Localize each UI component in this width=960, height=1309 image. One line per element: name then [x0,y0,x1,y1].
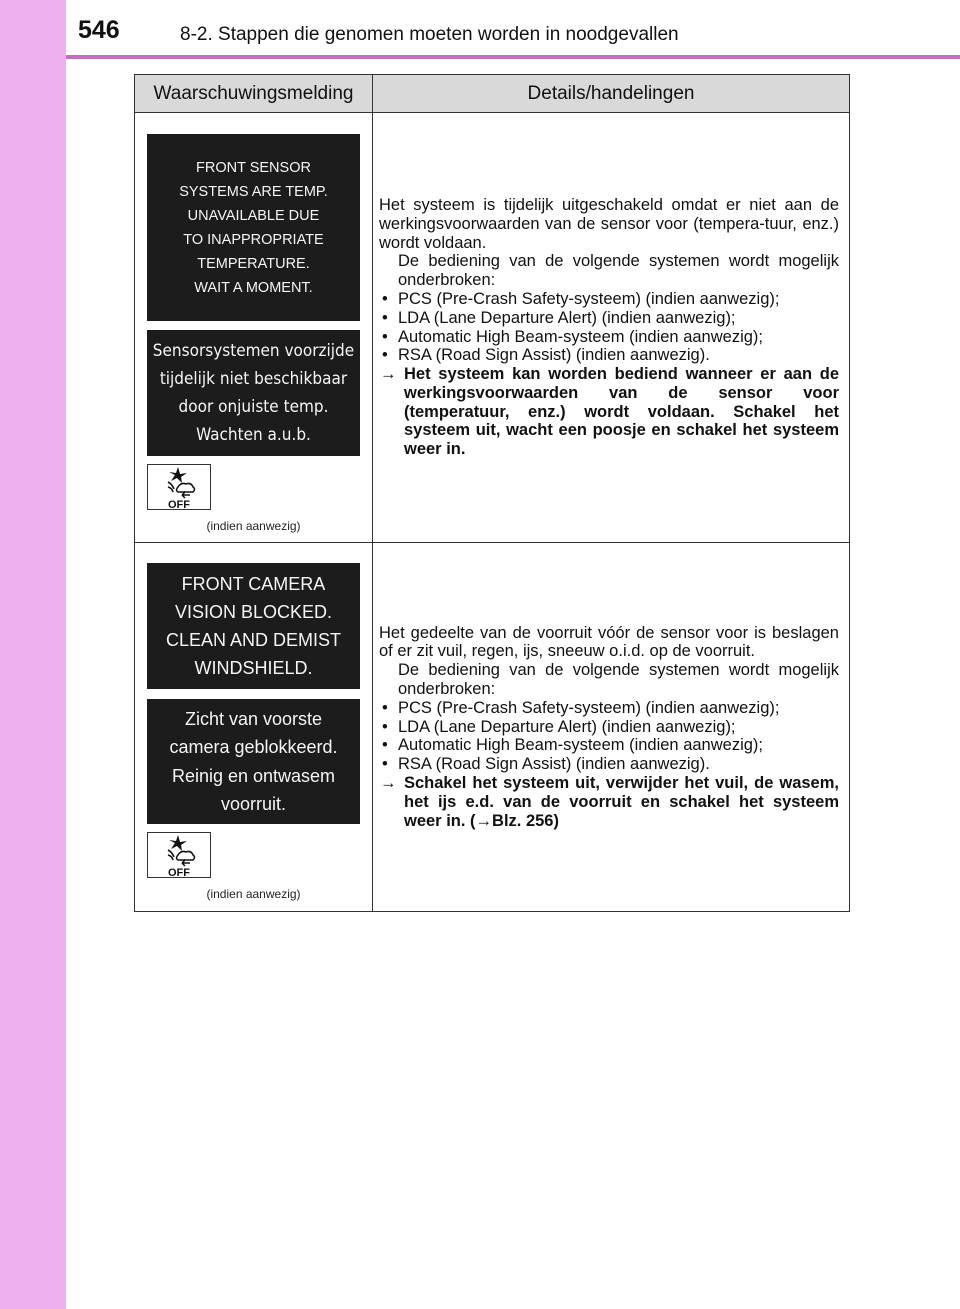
action-instruction: → Het systeem kan worden bediend wanneer er aan de werkingsvoorwaarden van de sensor voor (temperatuur, enz.) wordt voldaan. Schakel het systeem uit, wacht een poosje en schakel het systeem weer in. [380,365,839,459]
pre-collision-off-icon [147,464,211,510]
affected-systems-list [379,699,839,774]
svg-text:OFF: OFF [168,499,190,509]
details-intro: Het systeem is tijdelijk uitgeschakeld omdat er niet aan de werkingsvoorwaarden van de sensor voor (tempera-tuur, enz.) wordt voldaan. [379,195,839,252]
warning-message-nl: Sensorsystemen voorzijde tijdelijk niet beschikbaar door onjuiste temp. Wachten a.u.b. [147,330,360,456]
details-sub-intro: De bediening van de volgende systemen wordt mogelijk onderbroken: [398,252,839,290]
page-reference: Blz. 256) [492,811,559,830]
list-item: • RSA (Road Sign Assist) (indien aanwezig). [382,755,710,774]
details-sub-intro: De bediening van de volgende systemen wordt mogelijk onderbroken: [398,661,839,698]
list-item: • PCS (Pre-Crash Safety-systeem) (indien aanwezig); [382,289,780,308]
arrow-icon: → [380,365,397,384]
col-header-warning: Waarschuwingsmelding [135,75,373,113]
section-title: 8-2. Stappen die genomen moeten worden in noodgevallen [180,24,679,45]
page-ref-arrow-icon: → [475,811,493,830]
warning-cell [135,543,373,912]
list-item: • LDA (Lane Departure Alert) (indien aanwezig); [382,717,736,736]
action-instruction: → Schakel het systeem uit, verwijder het vuil, de wasem, het ijs e.d. van de voorruit en schakel het systeem weer in. (→Blz. 256) [380,773,839,830]
details-intro: Het gedeelte van de voorruit vóór de sensor voor is beslagen of er zit vuil, regen, ijs, sneeuw o.i.d. op de voorruit. [379,623,839,661]
availability-note: (indien aanwezig) [206,887,301,901]
table-row [135,113,850,543]
col-header-details: Details/handelingen [373,75,850,113]
svg-text:OFF: OFF [168,867,190,877]
header-rule [66,55,960,59]
list-item: • Automatic High Beam-systeem (indien aanwezig); [382,736,763,755]
availability-note: (indien aanwezig) [206,519,301,533]
warning-message-en: FRONT SENSOR SYSTEMS ARE TEMP. UNAVAILABLE DUE TO INAPPROPRIATE TEMPERATURE. WAIT A MOMENT. [147,134,360,321]
table-row [135,543,850,912]
warning-table [134,74,850,912]
list-item: • PCS (Pre-Crash Safety-systeem) (indien aanwezig); [382,698,780,717]
details-cell [373,113,850,543]
affected-systems-list [379,290,839,365]
list-item: • RSA (Road Sign Assist) (indien aanwezig). [382,346,710,365]
list-item: • Automatic High Beam-systeem (indien aanwezig); [382,327,763,346]
page-number: 546 [78,16,120,44]
warning-message-en: FRONT CAMERA VISION BLOCKED. CLEAN AND DEMIST WINDSHIELD. [147,563,360,689]
list-item: • LDA (Lane Departure Alert) (indien aanwezig); [382,308,736,327]
arrow-icon: → [380,773,397,792]
details-cell [373,543,850,912]
pre-collision-off-icon [147,832,211,878]
page-side-tab [0,0,66,1309]
warning-cell [135,113,373,543]
warning-message-nl: Zicht van voorste camera geblokkeerd. Reinig en ontwasem voorruit. [147,699,360,824]
